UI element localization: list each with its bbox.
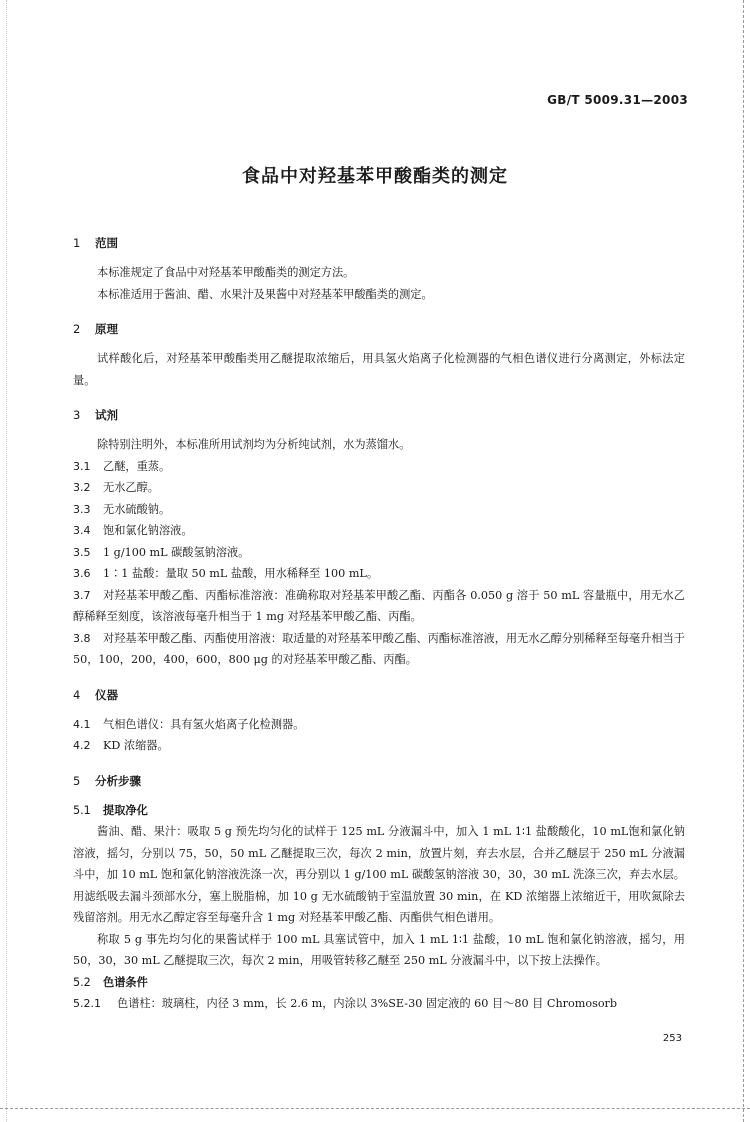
reagent-item [73,628,685,671]
apparatus-item [73,735,685,757]
item-number: 3.4 [73,524,91,537]
item-number: 3.1 [73,459,91,473]
section-title: 分析步骤 [95,773,141,788]
section-number: 2 [73,322,81,336]
paragraph: 酱油、醋、果汁：吸取 5 g 预先均匀化的试样于 125 mL 分液漏斗中，加入 1 mL 1∶1 盐酸酸化，10 mL饱和氯化钠溶液，摇匀，分别以 75，50，50 mL 乙醚提取三次，每次 2 min，放置片刻，弃去水层，合并乙醚层于 250 mL 分液漏斗中，加 10 mL 饱和氯化钠溶液洗涤一次，再分别以 1 g/100 mL 碳酸氢钠溶液 30，30，30 mL 洗涤三次，弃去水层。用滤纸吸去漏斗颈部水分，塞上脱脂棉，加 10 g 无水硫酸钠于室温放置 30 min，在 KD 浓缩器上浓缩近干，用吹氮除去残留溶剂。用无水乙醇定容至每毫升含 1 mg 对羟基苯甲酸乙酯、丙酯供气相色谱用。 [73,825,685,924]
condition-item [73,993,685,1015]
section-number: 4 [73,687,81,702]
standard-number: GB/T 5009.31—2003 [547,93,688,107]
reagent-item [73,585,685,628]
paragraph: 试样酸化后，对羟基苯甲酸酯类用乙醚提取浓缩后，用具氢火焰离子化检测器的气相色谱仪进行分离测定，外标法定量。 [73,352,685,387]
document-title: 食品中对羟基苯甲酸酯类的测定 [242,166,508,187]
subsection-heading-chromatography [73,972,685,994]
item-text: 对羟基苯甲酸乙酯、丙酯使用溶液：取适量的对羟基苯甲酸乙酯、丙酯标准溶液，用无水乙醇分别稀释至每毫升相当于 50，100，200，400，600，800 μg 的对羟基苯甲酸乙酯、丙酯。 [73,631,685,666]
item-number: 5.2.1 [73,997,101,1010]
item-number: 4.1 [73,717,91,731]
item-number: 3.3 [73,502,91,516]
paragraph: 除特别注明外，本标准所用试剂均为分析纯试剂，水为蒸馏水。 [97,438,411,451]
item-number: 3.2 [73,481,91,494]
subsection-title: 提取净化 [103,803,148,817]
item-text: 无水乙醇。 [103,481,159,494]
item-text: 饱和氯化钠溶液。 [103,524,193,537]
apparatus-item [73,714,685,736]
item-text: KD 浓缩器。 [103,739,169,752]
reagent-item [73,520,685,542]
page-number: 253 [662,1033,682,1044]
paragraph: 称取 5 g 事先均匀化的果酱试样于 100 mL 具塞试管中，加入 1 mL 1∶1 盐酸，10 mL 饱和氯化钠溶液，摇匀，用 50，30，30 mL 乙醚提取三次，每次 2 min，用吸管转移乙醚至 250 mL 分液漏斗中，以下按上法操作。 [73,932,685,967]
section-heading-principle [73,321,685,337]
paragraph: 本标准规定了食品中对羟基苯甲酸酯类的测定方法。 [97,266,355,279]
paragraph: 本标准适用于酱油、醋、水果汁及果酱中对羟基苯甲酸酯类的测定。 [97,287,433,301]
item-text: 对羟基苯甲酸乙酯、丙酯标准溶液：准确称取对羟基苯甲酸乙酯、丙酯各 0.050 g 溶于 50 mL 容量瓶中，用无水乙醇稀释至刻度，该溶液每毫升相当于 1 mg 对羟基苯甲酸乙酯、丙酯。 [73,588,685,623]
item-text: 气相色谱仪：具有氢火焰离子化检测器。 [103,717,305,731]
reagent-item [73,542,685,564]
item-text: 乙醚，重蒸。 [103,459,171,473]
section-heading-scope [73,235,685,251]
subsection-heading-extraction [73,800,685,822]
item-number: 3.7 [73,588,91,602]
item-number: 3.5 [73,545,91,559]
section-title: 原理 [95,322,118,336]
reagent-item [73,456,685,478]
item-text: 无水硫酸钠。 [103,502,171,516]
reagent-item [73,477,685,499]
subsection-number: 5.1 [73,803,91,817]
document-body [73,227,685,1015]
subsection-title: 色谱条件 [103,975,148,989]
section-heading-apparatus [73,687,685,703]
item-number: 3.6 [73,567,91,580]
section-heading-procedure [73,773,685,789]
section-title: 仪器 [95,687,118,702]
item-number: 3.8 [73,631,91,645]
section-heading-reagents [73,407,685,423]
section-title: 试剂 [95,408,118,422]
section-title: 范围 [95,236,118,250]
section-number: 1 [73,236,81,250]
section-number: 5 [73,773,81,788]
scan-edge-bottom [0,1108,750,1110]
section-number: 3 [73,408,81,422]
item-text: 1∶1 盐酸：量取 50 mL 盐酸，用水稀释至 100 mL。 [103,567,379,580]
item-text: 1 g/100 mL 碳酸氢钠溶液。 [103,545,250,559]
item-number: 4.2 [73,739,91,752]
reagent-item [73,499,685,521]
item-text: 色谱柱：玻璃柱，内径 3 mm，长 2.6 m，内涂以 3%SE-30 固定液的 60 目～80 目 Chromosorb [117,997,618,1010]
reagent-item [73,563,685,585]
subsection-number: 5.2 [73,975,91,989]
